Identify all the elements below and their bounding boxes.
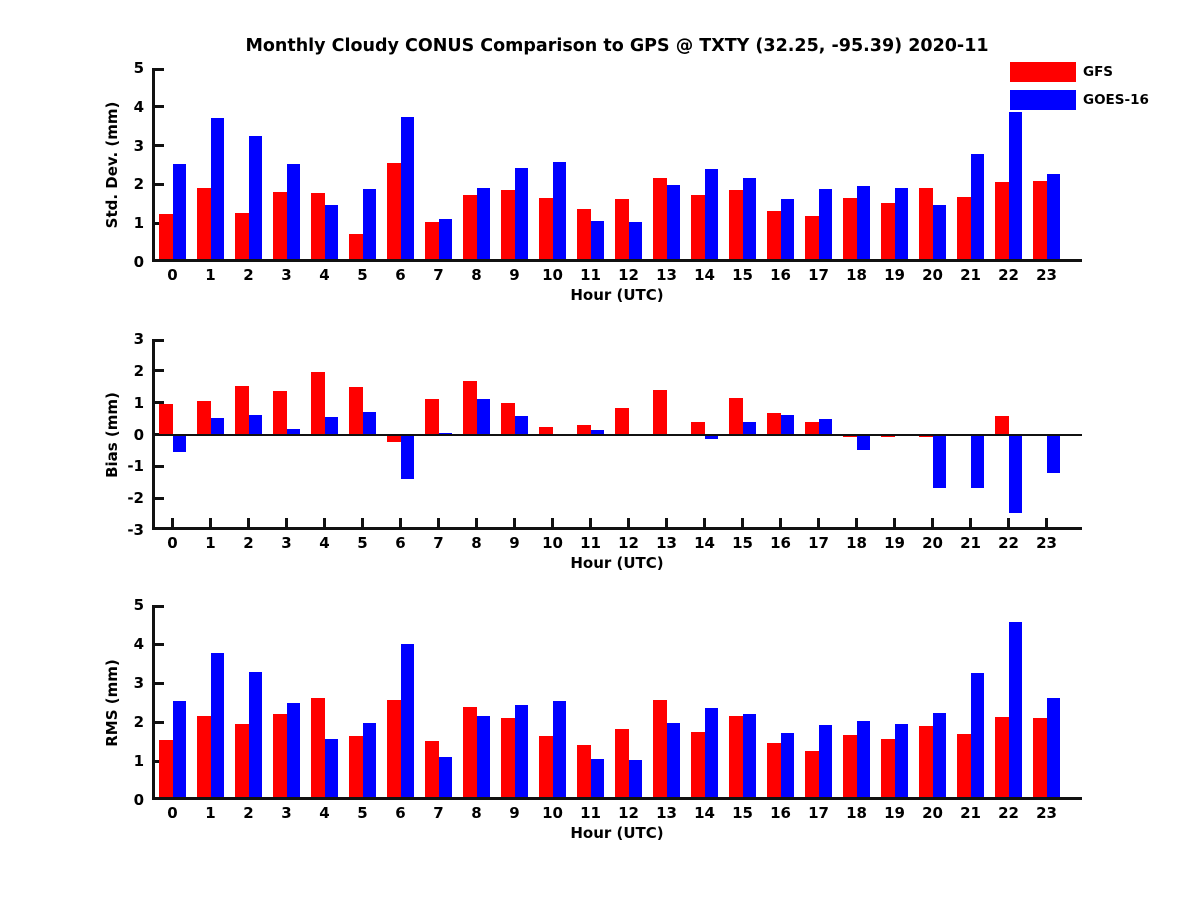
y-tick-label: 5	[133, 59, 144, 77]
bar-gfs-hour-19	[881, 203, 895, 262]
bar-gfs-hour-0	[159, 404, 173, 435]
x-tick-label: 2	[243, 534, 254, 552]
legend-goes16-label: GOES-16	[1083, 92, 1149, 108]
y-tick-label: 0	[133, 253, 144, 271]
x-tick-mark	[209, 518, 212, 527]
bar-gfs-hour-9	[501, 190, 515, 262]
bar-goes16-hour-12	[629, 760, 643, 800]
x-tick-label: 15	[732, 534, 753, 552]
bar-goes16-hour-7	[439, 757, 453, 800]
bar-gfs-hour-2	[235, 213, 249, 262]
bar-goes16-hour-5	[363, 189, 377, 262]
bar-gfs-hour-17	[805, 751, 819, 800]
bar-goes16-hour-21	[971, 673, 985, 800]
x-axis-spine	[152, 797, 1082, 800]
x-tick-label: 9	[509, 266, 520, 284]
bar-gfs-hour-10	[539, 198, 553, 262]
bar-gfs-hour-12	[615, 408, 629, 434]
bar-goes16-hour-2	[249, 672, 263, 800]
x-tick-mark	[1045, 518, 1048, 527]
bar-goes16-hour-10	[553, 701, 567, 800]
bar-gfs-hour-13	[653, 178, 667, 262]
bar-goes16-hour-16	[781, 415, 795, 434]
x-tick-label: 3	[281, 534, 292, 552]
x-tick-mark	[703, 518, 706, 527]
x-tick-label: 6	[395, 534, 406, 552]
legend-gfs-swatch	[1010, 62, 1076, 82]
bar-gfs-hour-18	[843, 735, 857, 800]
y-axis-label: Bias (mm)	[103, 391, 121, 478]
bar-gfs-hour-1	[197, 716, 211, 800]
y-tick-label: 1	[133, 214, 144, 233]
bar-goes16-hour-8	[477, 716, 491, 800]
bar-gfs-hour-7	[425, 222, 439, 262]
y-tick-label: 3	[133, 330, 144, 348]
bar-gfs-hour-8	[463, 195, 477, 262]
x-tick-label: 20	[922, 266, 943, 284]
chart-title: Monthly Cloudy CONUS Comparison to GPS @ TXTY (32.25, -95.39) 2020-11	[245, 36, 989, 56]
x-tick-label: 8	[471, 804, 482, 822]
bar-gfs-hour-21	[957, 734, 971, 800]
bar-gfs-hour-2	[235, 386, 249, 435]
x-tick-label: 5	[357, 804, 368, 822]
bar-gfs-hour-15	[729, 398, 743, 435]
bar-goes16-hour-4	[325, 739, 339, 800]
x-tick-label: 19	[884, 804, 905, 822]
bar-gfs-hour-5	[349, 234, 363, 262]
bar-goes16-hour-18	[857, 721, 871, 800]
bar-goes16-hour-18	[857, 186, 871, 262]
x-tick-label: 22	[998, 266, 1019, 284]
y-axis-label: RMS (mm)	[103, 658, 121, 747]
x-tick-mark	[741, 518, 744, 527]
bar-gfs-hour-7	[425, 399, 439, 435]
x-tick-label: 3	[281, 804, 292, 822]
x-tick-label: 10	[542, 534, 563, 552]
bar-goes16-hour-17	[819, 189, 833, 262]
bar-goes16-hour-9	[515, 168, 529, 262]
x-tick-label: 14	[694, 804, 715, 822]
x-tick-label: 14	[694, 266, 715, 284]
y-tick-label: 2	[133, 361, 144, 380]
x-axis-label: Hour (UTC)	[570, 286, 664, 304]
y-axis-label: Std. Dev. (mm)	[103, 101, 121, 229]
bar-goes16-hour-14	[705, 169, 719, 262]
x-tick-label: 8	[471, 534, 482, 552]
x-tick-label: 23	[1036, 534, 1057, 552]
bar-goes16-hour-13	[667, 723, 681, 800]
bar-gfs-hour-4	[311, 193, 325, 262]
x-tick-mark	[171, 518, 174, 527]
x-tick-label: 22	[998, 534, 1019, 552]
bar-goes16-hour-22	[1009, 435, 1023, 514]
bar-goes16-hour-4	[325, 205, 339, 262]
y-tick-mark	[155, 68, 164, 71]
bar-gfs-hour-18	[843, 198, 857, 262]
bar-gfs-hour-19	[881, 739, 895, 800]
y-tick-mark	[155, 465, 164, 468]
x-tick-mark	[437, 518, 440, 527]
x-tick-mark	[399, 518, 402, 527]
x-tick-label: 6	[395, 804, 406, 822]
x-tick-label: 13	[656, 804, 677, 822]
x-tick-label: 13	[656, 266, 677, 284]
y-tick-mark	[155, 183, 164, 186]
y-tick-label: 0	[133, 791, 144, 809]
x-tick-mark	[855, 518, 858, 527]
bar-gfs-hour-6	[387, 700, 401, 800]
x-tick-label: 23	[1036, 804, 1057, 822]
x-tick-label: 11	[580, 266, 601, 284]
x-axis-label: Hour (UTC)	[570, 554, 664, 572]
bar-gfs-hour-20	[919, 726, 933, 800]
bar-gfs-hour-22	[995, 182, 1009, 262]
bar-goes16-hour-23	[1047, 698, 1061, 800]
bar-gfs-hour-0	[159, 740, 173, 800]
x-tick-label: 21	[960, 534, 981, 552]
bar-gfs-hour-15	[729, 190, 743, 262]
x-tick-mark	[551, 518, 554, 527]
bar-goes16-hour-11	[591, 759, 605, 800]
y-tick-label: 1	[133, 752, 144, 770]
bar-goes16-hour-16	[781, 733, 795, 800]
legend-goes16-swatch	[1010, 90, 1076, 110]
x-tick-mark	[513, 518, 516, 527]
x-tick-label: 4	[319, 804, 330, 822]
x-tick-label: 19	[884, 534, 905, 552]
bar-goes16-hour-12	[629, 222, 643, 262]
bar-goes16-hour-6	[401, 117, 415, 263]
zero-line	[152, 434, 1082, 436]
x-tick-label: 22	[998, 804, 1019, 822]
bar-gfs-hour-5	[349, 736, 363, 800]
y-tick-label: 3	[133, 674, 144, 692]
x-tick-label: 13	[656, 534, 677, 552]
x-tick-mark	[779, 518, 782, 527]
bar-goes16-hour-1	[211, 653, 225, 800]
x-tick-label: 21	[960, 804, 981, 822]
y-tick-label: 5	[133, 596, 144, 614]
bar-gfs-hour-6	[387, 435, 401, 442]
y-tick-label: 1	[133, 393, 144, 412]
bar-goes16-hour-0	[173, 435, 187, 452]
bar-goes16-hour-20	[933, 713, 947, 800]
bar-goes16-hour-21	[971, 435, 985, 488]
bar-gfs-hour-6	[387, 163, 401, 262]
bar-goes16-hour-14	[705, 708, 719, 800]
x-tick-label: 5	[357, 266, 368, 284]
x-tick-label: 18	[846, 534, 867, 552]
bar-gfs-hour-16	[767, 743, 781, 800]
bar-gfs-hour-12	[615, 729, 629, 800]
bar-goes16-hour-17	[819, 725, 833, 800]
bar-goes16-hour-0	[173, 701, 187, 800]
bar-gfs-hour-9	[501, 403, 515, 435]
std-dev-panel	[103, 59, 1082, 304]
bar-goes16-hour-21	[971, 154, 985, 262]
bar-goes16-hour-23	[1047, 174, 1061, 262]
bar-goes16-hour-13	[667, 185, 681, 262]
y-tick-mark	[155, 497, 164, 500]
bar-goes16-hour-15	[743, 714, 757, 800]
bar-gfs-hour-23	[1033, 718, 1047, 800]
y-tick-mark	[155, 682, 164, 685]
x-tick-mark	[969, 518, 972, 527]
x-tick-label: 9	[509, 804, 520, 822]
y-tick-mark	[155, 144, 164, 147]
x-tick-label: 7	[433, 804, 444, 822]
bar-goes16-hour-2	[249, 136, 263, 262]
bar-gfs-hour-8	[463, 707, 477, 800]
bar-gfs-hour-22	[995, 416, 1009, 434]
bar-gfs-hour-22	[995, 717, 1009, 800]
bar-gfs-hour-14	[691, 195, 705, 262]
bar-gfs-hour-13	[653, 700, 667, 800]
y-tick-label: 3	[133, 136, 144, 155]
x-tick-label: 2	[243, 804, 254, 822]
bar-goes16-hour-8	[477, 399, 491, 434]
x-tick-label: 0	[167, 804, 178, 822]
bar-gfs-hour-16	[767, 211, 781, 262]
bar-gfs-hour-9	[501, 718, 515, 800]
bar-goes16-hour-15	[743, 178, 757, 262]
bar-gfs-hour-12	[615, 199, 629, 262]
y-tick-label: 2	[133, 713, 144, 731]
x-tick-label: 12	[618, 534, 639, 552]
bar-goes16-hour-8	[477, 188, 491, 262]
x-tick-mark	[285, 518, 288, 527]
x-tick-label: 17	[808, 534, 829, 552]
bar-goes16-hour-1	[211, 418, 225, 434]
x-tick-label: 19	[884, 266, 905, 284]
x-tick-label: 2	[243, 266, 254, 284]
bar-goes16-hour-2	[249, 415, 263, 434]
rms-panel	[103, 596, 1082, 842]
bar-gfs-hour-4	[311, 698, 325, 800]
x-tick-label: 4	[319, 534, 330, 552]
bar-goes16-hour-6	[401, 644, 415, 800]
bar-gfs-hour-8	[463, 381, 477, 434]
bar-gfs-hour-3	[273, 714, 287, 800]
x-tick-label: 15	[732, 266, 753, 284]
x-tick-label: 3	[281, 266, 292, 284]
bar-goes16-hour-6	[401, 435, 415, 480]
y-tick-mark	[155, 339, 164, 342]
x-tick-label: 20	[922, 804, 943, 822]
x-tick-label: 0	[167, 266, 178, 284]
bar-goes16-hour-20	[933, 435, 947, 488]
x-tick-label: 10	[542, 804, 563, 822]
x-axis-spine	[152, 527, 1082, 530]
x-tick-mark	[247, 518, 250, 527]
bar-goes16-hour-16	[781, 199, 795, 262]
bar-gfs-hour-1	[197, 401, 211, 434]
x-tick-label: 21	[960, 266, 981, 284]
bar-gfs-hour-20	[919, 188, 933, 262]
bar-goes16-hour-22	[1009, 112, 1023, 262]
legend-gfs-label: GFS	[1083, 64, 1114, 80]
bar-goes16-hour-5	[363, 723, 377, 800]
bar-gfs-hour-3	[273, 391, 287, 435]
y-tick-label: 0	[133, 425, 144, 444]
bar-goes16-hour-22	[1009, 622, 1023, 800]
x-tick-label: 7	[433, 266, 444, 284]
bar-goes16-hour-18	[857, 435, 871, 451]
bar-gfs-hour-16	[767, 413, 781, 435]
bar-gfs-hour-10	[539, 736, 553, 800]
x-tick-label: 8	[471, 266, 482, 284]
x-tick-label: 12	[618, 266, 639, 284]
x-tick-mark	[1007, 518, 1010, 527]
bar-goes16-hour-4	[325, 417, 339, 434]
bar-goes16-hour-11	[591, 221, 605, 262]
x-tick-label: 11	[580, 534, 601, 552]
y-tick-label: -1	[127, 457, 144, 476]
y-tick-mark	[155, 105, 164, 108]
bar-goes16-hour-3	[287, 703, 301, 800]
x-tick-label: 18	[846, 266, 867, 284]
y-tick-mark	[155, 369, 164, 372]
y-tick-label: -3	[127, 521, 144, 539]
x-tick-label: 9	[509, 534, 520, 552]
bar-gfs-hour-2	[235, 724, 249, 800]
x-tick-label: 4	[319, 266, 330, 284]
bar-gfs-hour-0	[159, 214, 173, 263]
bar-goes16-hour-23	[1047, 435, 1061, 473]
bar-gfs-hour-3	[273, 192, 287, 262]
bias-panel	[103, 330, 1082, 572]
bar-goes16-hour-7	[439, 219, 453, 262]
y-axis-spine	[152, 68, 155, 262]
x-tick-label: 12	[618, 804, 639, 822]
x-tick-mark	[931, 518, 934, 527]
x-tick-mark	[893, 518, 896, 527]
bar-gfs-hour-11	[577, 209, 591, 262]
x-axis-spine	[152, 259, 1082, 262]
bar-goes16-hour-19	[895, 724, 909, 800]
x-tick-label: 5	[357, 534, 368, 552]
x-tick-mark	[665, 518, 668, 527]
bar-gfs-hour-4	[311, 372, 325, 434]
y-tick-mark	[155, 643, 164, 646]
y-tick-mark	[155, 605, 164, 608]
x-tick-mark	[323, 518, 326, 527]
bar-goes16-hour-5	[363, 412, 377, 435]
x-tick-mark	[627, 518, 630, 527]
x-tick-label: 20	[922, 534, 943, 552]
bar-goes16-hour-10	[553, 162, 567, 262]
y-tick-mark	[155, 721, 164, 724]
bar-gfs-hour-14	[691, 732, 705, 800]
x-tick-label: 10	[542, 266, 563, 284]
bar-gfs-hour-13	[653, 390, 667, 435]
y-tick-label: 4	[133, 635, 144, 653]
x-tick-label: 14	[694, 534, 715, 552]
y-tick-label: 4	[133, 97, 144, 116]
x-tick-label: 17	[808, 804, 829, 822]
bar-gfs-hour-15	[729, 716, 743, 800]
y-axis-spine	[152, 605, 155, 800]
bar-gfs-hour-21	[957, 197, 971, 262]
x-tick-label: 15	[732, 804, 753, 822]
x-tick-label: 17	[808, 266, 829, 284]
bar-goes16-hour-17	[819, 419, 833, 435]
bar-goes16-hour-20	[933, 205, 947, 262]
bar-gfs-hour-7	[425, 741, 439, 800]
x-tick-label: 16	[770, 266, 791, 284]
bar-goes16-hour-19	[895, 188, 909, 262]
x-tick-label: 1	[205, 804, 216, 822]
bar-gfs-hour-11	[577, 745, 591, 800]
x-tick-label: 1	[205, 534, 216, 552]
bar-gfs-hour-1	[197, 188, 211, 262]
x-tick-mark	[589, 518, 592, 527]
x-tick-label: 6	[395, 266, 406, 284]
x-tick-mark	[475, 518, 478, 527]
bar-goes16-hour-1	[211, 118, 225, 262]
x-tick-label: 0	[167, 534, 178, 552]
x-tick-label: 1	[205, 266, 216, 284]
y-tick-label: -2	[127, 489, 144, 508]
x-tick-label: 16	[770, 534, 791, 552]
bar-gfs-hour-5	[349, 387, 363, 435]
bar-gfs-hour-23	[1033, 181, 1047, 262]
x-tick-label: 23	[1036, 266, 1057, 284]
bar-goes16-hour-3	[287, 164, 301, 262]
x-axis-label: Hour (UTC)	[570, 824, 664, 842]
x-tick-mark	[361, 518, 364, 527]
x-tick-mark	[817, 518, 820, 527]
bar-goes16-hour-0	[173, 164, 187, 262]
bar-goes16-hour-9	[515, 416, 529, 434]
x-tick-label: 11	[580, 804, 601, 822]
x-tick-label: 18	[846, 804, 867, 822]
bar-goes16-hour-9	[515, 705, 529, 800]
x-tick-label: 16	[770, 804, 791, 822]
y-tick-label: 2	[133, 175, 144, 194]
x-tick-label: 7	[433, 534, 444, 552]
bar-gfs-hour-17	[805, 216, 819, 262]
